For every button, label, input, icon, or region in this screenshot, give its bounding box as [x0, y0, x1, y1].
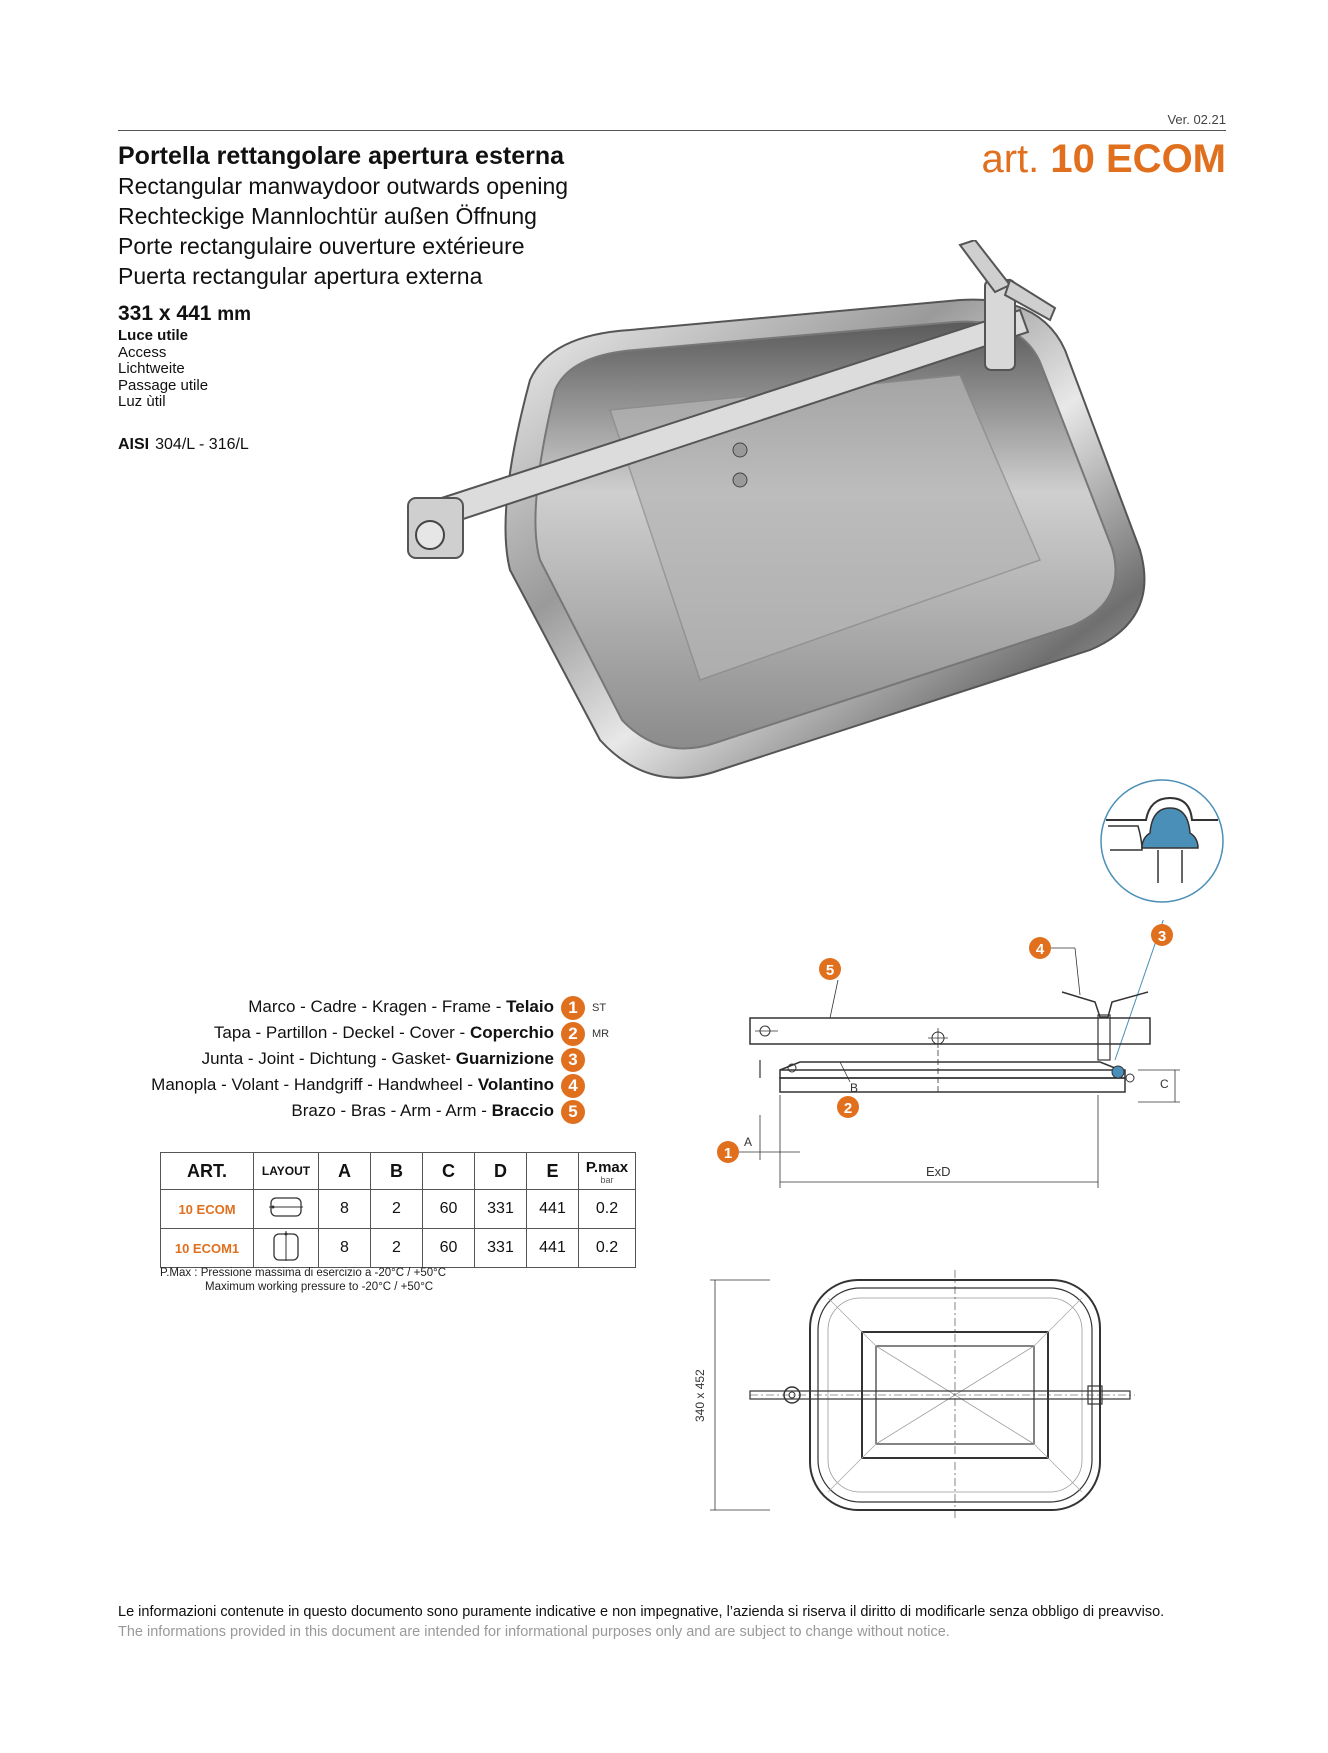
row1-e: 441 — [527, 1190, 579, 1229]
header-art: ART. — [161, 1153, 254, 1190]
access-label-fr: Passage utile — [118, 376, 209, 394]
legend-badge-1: 1 — [561, 996, 585, 1020]
pressure-note-it: P.Max : Pressione massima di esercizio a -20°C / +50°C — [160, 1267, 447, 1279]
header-pmax-unit: bar — [600, 1174, 614, 1185]
spec-table — [160, 1152, 636, 1268]
row2-pmax: 0.2 — [579, 1229, 636, 1268]
table-row — [161, 1229, 636, 1268]
material-label: AISI — [118, 436, 150, 453]
dim-label-outer: 340 x 452 — [693, 1369, 707, 1422]
article-code — [930, 137, 1226, 182]
row2-b: 2 — [371, 1229, 423, 1268]
row2-e: 441 — [527, 1229, 579, 1268]
row1-c: 60 — [423, 1190, 475, 1229]
layout-vertical-icon — [271, 1230, 301, 1262]
legend-handwheel-bold: Volantino — [477, 1075, 554, 1094]
access-label-de: Lichtweite — [118, 360, 185, 377]
row1-d: 331 — [475, 1190, 527, 1229]
legend-arm-text: Brazo - Bras - Arm - Arm - — [291, 1101, 492, 1120]
article-prefix: art. — [981, 137, 1040, 181]
row1-art: 10 ECOM — [161, 1190, 254, 1229]
material-value: 304/L - 316/L — [155, 436, 249, 453]
size-unit: mm — [217, 304, 252, 325]
title-french: Porte rectangulaire ouverture extérieure — [118, 233, 525, 259]
title-english: Rectangular manwaydoor outwards opening — [118, 173, 569, 199]
callout-4-label: 4 — [1035, 941, 1045, 958]
legend-frame-bold: Telaio — [506, 997, 554, 1016]
size-value: 331 x 441 — [118, 302, 212, 325]
dim-label-a: A — [744, 1135, 753, 1149]
pressure-note — [160, 1266, 446, 1294]
article-number: 10 ECOM — [1050, 137, 1226, 181]
legend-frame-text: Marco - Cadre - Kragen - Frame - — [248, 997, 507, 1016]
header-d: D — [475, 1153, 527, 1190]
legend-badge-4: 4 — [561, 1074, 585, 1098]
header-rule — [118, 130, 1226, 131]
header-layout: LAYOUT — [254, 1153, 319, 1190]
layout-horizontal-icon — [268, 1195, 304, 1219]
row1-layout — [254, 1190, 319, 1229]
header-pmax — [579, 1153, 636, 1190]
access-label-en: Access — [118, 343, 167, 361]
row1-b: 2 — [371, 1190, 423, 1229]
header-e: E — [527, 1153, 579, 1190]
row2-layout — [254, 1229, 319, 1268]
legend-handwheel — [100, 1075, 554, 1095]
version-label: Ver. 02.21 — [1167, 112, 1226, 127]
header-b: B — [371, 1153, 423, 1190]
legend-gasket — [100, 1049, 554, 1069]
top-view-drawing — [690, 1270, 1140, 1520]
legend-arm-bold: Braccio — [491, 1101, 554, 1120]
header-c: C — [423, 1153, 475, 1190]
callout-2-label: 2 — [843, 1100, 853, 1117]
title-german: Rechteckige Mannlochtür außen Öffnung — [118, 203, 537, 229]
legend-gasket-text: Junta - Joint - Dichtung - Gasket- — [201, 1049, 456, 1068]
legend-cover-bold: Coperchio — [469, 1023, 554, 1042]
title-italian: Portella rettangolare apertura esterna — [118, 142, 564, 170]
product-photo — [400, 240, 1220, 800]
row2-art: 10 ECOM1 — [161, 1229, 254, 1268]
legend-cover-text: Tapa - Partillon - Deckel - Cover - — [213, 1023, 470, 1042]
legend-code-st: ST — [592, 1002, 607, 1014]
access-size — [118, 302, 251, 326]
row2-d: 331 — [475, 1229, 527, 1268]
callout-3-label: 3 — [1157, 928, 1167, 945]
access-labels — [118, 328, 208, 411]
access-label-it: Luce utile — [118, 327, 189, 344]
row1-a: 8 — [319, 1190, 371, 1229]
row1-pmax: 0.2 — [579, 1190, 636, 1229]
dim-label-c: C — [1160, 1077, 1169, 1091]
legend-badge-5: 5 — [561, 1100, 585, 1124]
legend-arm — [100, 1101, 554, 1121]
callout-1-label: 1 — [723, 1145, 733, 1162]
callout-5-label: 5 — [825, 962, 835, 979]
legend-gasket-bold: Guarnizione — [455, 1049, 554, 1068]
dim-label-exd: ExD — [926, 1164, 951, 1179]
gasket-detail — [1098, 778, 1226, 904]
access-label-es: Luz ùtil — [118, 393, 166, 410]
title-spanish: Puerta rectangular apertura externa — [118, 263, 483, 289]
section-drawing — [700, 920, 1220, 1200]
footer-disclaimer-it: Le informazioni contenute in questo documento sono puramente indicative e non impegnative, l’azienda si riserva il diritto di modificarle senza obbligo di preavviso. — [118, 1604, 1165, 1620]
legend-code-mr: MR — [592, 1028, 610, 1040]
table-row — [161, 1190, 636, 1229]
pressure-note-en: Maximum working pressure to -20°C / +50°C — [205, 1281, 434, 1293]
legend-frame — [100, 997, 554, 1017]
legend-cover — [100, 1023, 554, 1043]
legend-badge-3: 3 — [561, 1048, 585, 1072]
dim-label-b: B — [850, 1081, 859, 1095]
footer-disclaimer-en: The informations provided in this document are intended for informational purposes only and are subject to change without notice. — [118, 1624, 950, 1640]
table-header-row — [161, 1153, 636, 1190]
material-spec — [118, 436, 249, 454]
row2-c: 60 — [423, 1229, 475, 1268]
header-pmax-label: P.max — [585, 1158, 629, 1176]
legend-handwheel-text: Manopla - Volant - Handgriff - Handwheel - — [151, 1075, 478, 1094]
legend-badge-2: 2 — [561, 1022, 585, 1046]
row2-a: 8 — [319, 1229, 371, 1268]
header-a: A — [319, 1153, 371, 1190]
